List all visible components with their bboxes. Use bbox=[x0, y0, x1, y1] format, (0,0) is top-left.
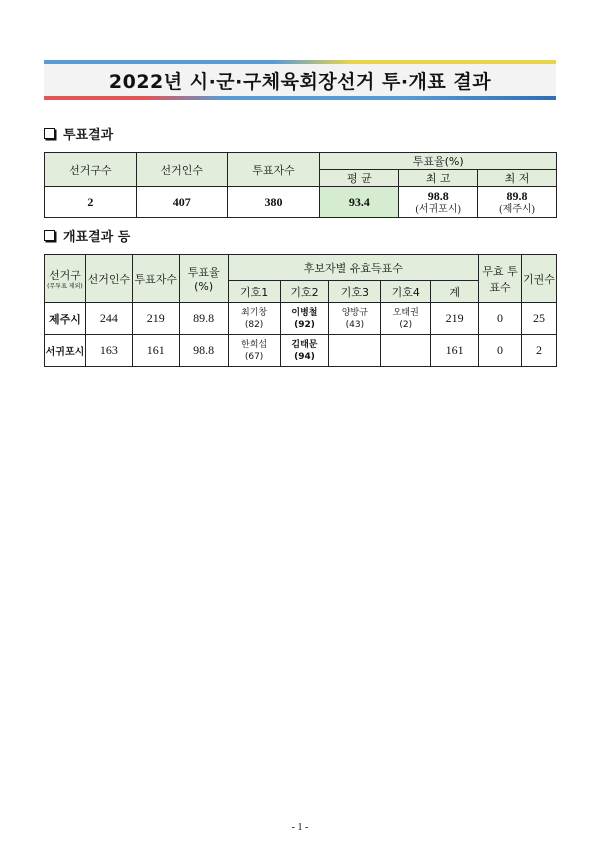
count-result-table bbox=[44, 254, 557, 367]
section-vote-result bbox=[44, 124, 113, 143]
cell-candidate-1 bbox=[228, 303, 280, 335]
page-title: 2022년 시·군·구체육회장선거 투·개표 결과 bbox=[44, 64, 556, 96]
header-districts: 선거구수 bbox=[45, 153, 137, 187]
cell-max bbox=[399, 187, 478, 218]
cell-total: 161 bbox=[431, 335, 479, 367]
header-min: 최 저 bbox=[478, 170, 557, 187]
header-turnout: 투표율(%) bbox=[320, 153, 557, 170]
header-electors: 선거인수 bbox=[85, 255, 132, 303]
candidate-votes: (2) bbox=[399, 319, 413, 330]
header-voters: 투표자수 bbox=[132, 255, 179, 303]
candidate-name: 한희섭 bbox=[241, 339, 268, 350]
header-district-label: 선거구 bbox=[49, 269, 81, 282]
vote-result-table bbox=[44, 152, 557, 218]
cell-district: 제주시 bbox=[45, 303, 86, 335]
candidate-name: 양방규 bbox=[341, 307, 368, 318]
cell-electors: 244 bbox=[85, 303, 132, 335]
cell-voters: 380 bbox=[227, 187, 320, 218]
section-label: 투표결과 bbox=[63, 128, 114, 143]
max-place: (서귀포시) bbox=[415, 204, 461, 215]
header-no1: 기호1 bbox=[228, 281, 280, 303]
cell-electors: 163 bbox=[85, 335, 132, 367]
cell-candidate-4 bbox=[381, 335, 431, 367]
header-electors: 선거인수 bbox=[136, 153, 227, 187]
header-no4: 기호4 bbox=[381, 281, 431, 303]
min-value: 89.8 bbox=[506, 189, 528, 203]
table-row bbox=[45, 335, 557, 367]
title-bottom-stripe bbox=[44, 96, 556, 100]
min-place: (제주시) bbox=[499, 204, 535, 215]
header-total: 계 bbox=[431, 281, 479, 303]
candidate-votes: (82) bbox=[244, 319, 264, 330]
cell-candidate-3 bbox=[329, 335, 381, 367]
cell-voters: 219 bbox=[132, 303, 179, 335]
header-invalid: 무효 투표수 bbox=[479, 255, 522, 303]
header-valid-votes: 후보자별 유효득표수 bbox=[228, 255, 478, 281]
cell-avg: 93.4 bbox=[320, 187, 399, 218]
header-no3: 기호3 bbox=[329, 281, 381, 303]
header-no2: 기호2 bbox=[280, 281, 329, 303]
cell-total: 219 bbox=[431, 303, 479, 335]
cell-electors: 407 bbox=[136, 187, 227, 218]
cell-abstain: 25 bbox=[521, 303, 556, 335]
cell-candidate-4 bbox=[381, 303, 431, 335]
candidate-votes: (67) bbox=[244, 351, 264, 362]
cell-turnout: 89.8 bbox=[179, 303, 228, 335]
cell-abstain: 2 bbox=[521, 335, 556, 367]
header-voters: 투표자수 bbox=[227, 153, 320, 187]
candidate-votes: (94) bbox=[294, 351, 315, 362]
title-banner bbox=[44, 60, 556, 100]
section-count-result bbox=[44, 226, 130, 245]
candidate-name: 오태권 bbox=[392, 307, 419, 318]
candidate-votes: (43) bbox=[345, 319, 365, 330]
candidate-votes: (92) bbox=[294, 319, 315, 330]
candidate-name: 이병철 bbox=[291, 307, 318, 318]
cell-min bbox=[478, 187, 557, 218]
header-max: 최 고 bbox=[399, 170, 478, 187]
header-abstain: 기권수 bbox=[521, 255, 556, 303]
cell-candidate-2 bbox=[280, 303, 329, 335]
cell-invalid: 0 bbox=[479, 335, 522, 367]
section-label: 개표결과 등 bbox=[63, 230, 131, 245]
cell-turnout: 98.8 bbox=[179, 335, 228, 367]
header-avg: 평 균 bbox=[320, 170, 399, 187]
cell-districts: 2 bbox=[45, 187, 137, 218]
max-value: 98.8 bbox=[427, 189, 449, 203]
header-district-note: (무투표 제외) bbox=[47, 283, 83, 290]
header-turnout: 투표율(%) bbox=[179, 255, 228, 303]
cell-candidate-1 bbox=[228, 335, 280, 367]
cell-district: 서귀포시 bbox=[45, 335, 86, 367]
checkbox-icon bbox=[44, 230, 55, 241]
table-row bbox=[45, 303, 557, 335]
cell-candidate-2 bbox=[280, 335, 329, 367]
header-district bbox=[45, 255, 86, 303]
page-number: - 1 - bbox=[291, 822, 309, 833]
checkbox-icon bbox=[44, 128, 55, 139]
cell-candidate-3 bbox=[329, 303, 381, 335]
candidate-name: 최기창 bbox=[241, 307, 268, 318]
cell-invalid: 0 bbox=[479, 303, 522, 335]
cell-voters: 161 bbox=[132, 335, 179, 367]
candidate-name: 김태문 bbox=[291, 339, 318, 350]
